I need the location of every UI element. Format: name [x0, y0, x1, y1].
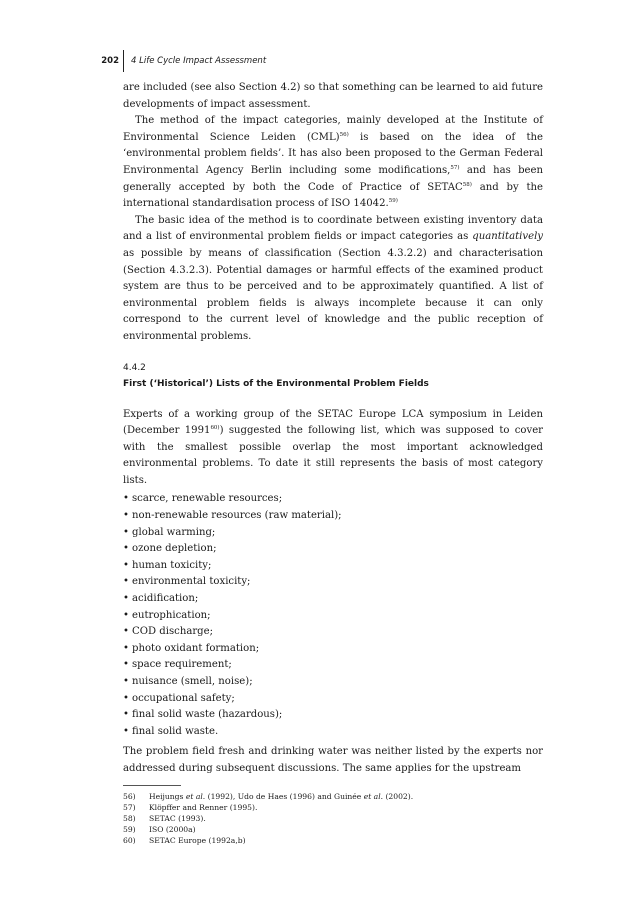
footnote-text: SETAC (1993). [149, 813, 206, 823]
list-item: • acidification; [123, 591, 543, 608]
list-item: • nuisance (smell, noise); [123, 674, 543, 691]
list-item: • final solid waste. [123, 724, 543, 741]
list-item: • COD discharge; [123, 624, 543, 641]
list-item: • global warming; [123, 525, 543, 542]
problem-fields-list [123, 491, 543, 740]
list-item: • eutrophication; [123, 608, 543, 625]
footnote-60 [123, 835, 543, 846]
footnote-number: 58) [123, 813, 136, 823]
paragraph-3-text-a: The basic idea of the method is to coordinate between existing inventory data and a list of environmental problem fields or impact categories as [123, 214, 543, 243]
section-number: 4.4.2 [123, 362, 146, 373]
list-item: • scarce, renewable resources; [123, 491, 543, 508]
paragraph-2-text-a: The method of the impact categories, mainly developed at the Institute of Environmental Science Leiden (CML) [123, 115, 543, 143]
paragraph-3-text-b: as possible by means of classification (Section 4.3.2.2) and characterisation (Section 4.3.2.3). Potential damages or harmful effects of the examined product system are thus to be perceived and to be approximately quantified. A list of environmental problem fields is always incomplete because it can only correspond to the current level of knowledge and the public reception of environmental problems. [123, 247, 543, 342]
section-spacer [123, 393, 543, 407]
footnote-58 [123, 813, 543, 824]
footnote-text: ISO (2000a) [149, 825, 196, 835]
paragraph-3-emphasis: quantitatively [472, 231, 543, 243]
footnote-number: 56) [123, 791, 136, 801]
list-item: • space requirement; [123, 657, 543, 674]
footnote-ref-59[interactable]: 59) [388, 198, 398, 205]
footnote-number: 59) [123, 825, 136, 835]
footnote-ref-60[interactable]: 60) [210, 425, 220, 432]
section-heading [123, 360, 543, 393]
footnote-number: 60) [123, 836, 136, 846]
footnote-ref-58[interactable]: 58) [462, 181, 472, 188]
list-item: • environmental toxicity; [123, 574, 543, 591]
footnote-text: Klöpffer and Renner (1995). [149, 802, 258, 812]
paragraph-4-text-a: Experts of a working group of the SETAC Europe LCA symposium in Leiden (December 1991 [123, 408, 543, 437]
list-item: • human toxicity; [123, 558, 543, 575]
footnote-59 [123, 824, 543, 835]
page-body [123, 80, 543, 847]
paragraph-1: are included (see also Section 4.2) so that something can be learned to aid future developments of impact assessment. [123, 82, 543, 110]
paragraph-4 [123, 407, 543, 490]
paragraph-5: The problem field fresh and drinking water was neither listed by the experts nor addressed during subsequent discussions. The same applies for the upstream [123, 746, 543, 774]
footnote-text: SETAC Europe (1992a,b) [149, 836, 246, 846]
paragraph-2-text-c: and has been generally accepted by both the Code of Practice of SETAC [123, 164, 543, 193]
footnote-ref-57[interactable]: 57) [450, 164, 460, 171]
page-number: 202 [101, 56, 119, 66]
footnote-56 [123, 791, 543, 802]
section-title: First (‘Historical’) Lists of the Environmental Problem Fields [123, 379, 429, 389]
footnotes [123, 791, 543, 847]
footnote-number: 57) [123, 802, 136, 812]
running-header [92, 50, 266, 72]
list-item: • photo oxidant formation; [123, 641, 543, 658]
footnote-57 [123, 802, 543, 813]
paragraph-4-text-b: ) suggested the following list, which was supposed to cover with the smallest possible overlap the most important acknowledged environmental problems. To date it still represents the basis of most category lists. [123, 425, 543, 486]
list-item: • occupational safety; [123, 691, 543, 708]
footnote-ref-56[interactable]: 56) [339, 131, 349, 138]
paragraph-3 [123, 213, 543, 346]
paragraph-2-text-d: and by the international standardisation process of ISO 14042. [123, 181, 543, 210]
paragraph-2-text-b: is based on the idea of the ‘environmental problem fields’. It has also been proposed to the German Federal Environmental Agency Berlin including some modifications, [123, 131, 543, 176]
list-item: • non-renewable resources (raw material); [123, 508, 543, 525]
list-item: • ozone depletion; [123, 541, 543, 558]
paragraph-2 [123, 113, 543, 213]
footnote-divider [123, 785, 181, 786]
list-item: • final solid waste (hazardous); [123, 707, 543, 724]
header-divider [123, 50, 124, 72]
running-title: 4 Life Cycle Impact Assessment [131, 56, 267, 66]
footnote-text: Heijungs et al. (1992), Udo de Haes (1996) and Guinée et al. (2002). [149, 791, 414, 801]
